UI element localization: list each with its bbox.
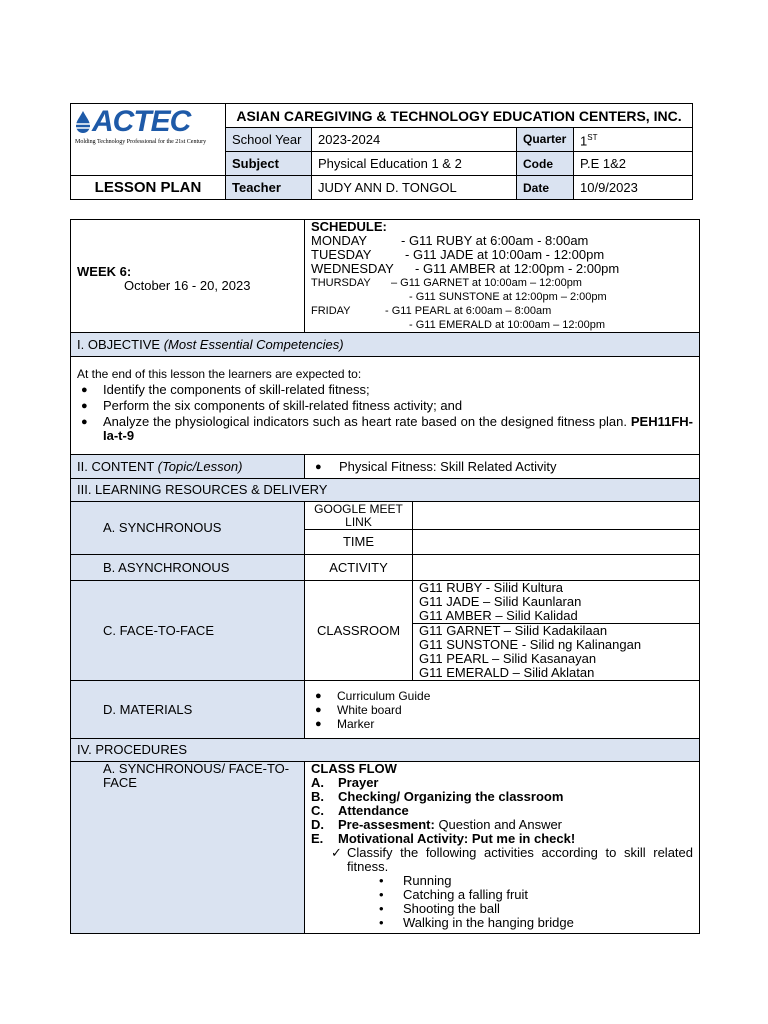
asynchronous-label: B. ASYNCHRONOUS — [71, 555, 305, 581]
activity-item: • Catching a falling fruit — [379, 888, 693, 902]
objective-list — [77, 383, 693, 443]
schedule-line: FRIDAY - G11 PEARL at 6:00am – 8:00am — [311, 305, 552, 317]
class-flow-step: E. Motivational Activity: Put me in check! — [311, 831, 576, 846]
schedule-line: - G11 EMERALD at 10:00am – 12:00pm — [409, 319, 606, 331]
time-label: TIME — [305, 530, 413, 555]
week-dates: October 16 - 20, 2023 — [124, 278, 251, 293]
activity-label: ACTIVITY — [305, 555, 413, 581]
schedule-line: MONDAY - G11 RUBY at 6:00am - 8:00am — [311, 233, 589, 248]
objective-heading: I. OBJECTIVE (Most Essential Competencies) — [71, 333, 700, 357]
classroom-item: G11 AMBER – Silid Kalidad — [419, 608, 578, 623]
activity-item: • Running — [379, 874, 693, 888]
subject-label: Subject — [226, 152, 312, 176]
content-heading: II. CONTENT (Topic/Lesson) — [71, 455, 305, 479]
classroom-group-b — [413, 624, 699, 680]
quarter-value: 1ST — [574, 128, 693, 152]
class-flow-cell — [305, 762, 700, 934]
org-name: ASIAN CAREGIVING & TECHNOLOGY EDUCATION CENTERS, INC. — [226, 104, 693, 128]
content-topic-cell — [305, 455, 700, 479]
class-flow-step: C. Attendance — [311, 803, 409, 818]
materials-list — [311, 689, 693, 731]
materials-label: D. MATERIALS — [71, 681, 305, 739]
schedule-line: TUESDAY - G11 JADE at 10:00am - 12:00pm — [311, 247, 605, 262]
classroom-group-a — [413, 581, 699, 624]
lesson-plan-table — [70, 219, 700, 934]
objective-item: ● Identify the components of skill-related fitness; — [77, 383, 693, 397]
classroom-item: G11 EMERALD – Silid Aklatan — [419, 665, 595, 680]
code-label: Code — [517, 152, 574, 176]
classroom-item: G11 GARNET – Silid Kadakilaan — [419, 623, 608, 638]
water-drop-icon — [75, 110, 91, 134]
header-table — [70, 103, 693, 200]
actec-logo — [75, 106, 221, 138]
procedures-heading: IV. PROCEDURES — [71, 739, 700, 762]
schedule-cell — [305, 220, 700, 333]
classroom-item: G11 RUBY - Silid Kultura — [419, 580, 564, 595]
classroom-list-cell — [413, 581, 700, 681]
class-flow-step: D. Pre-assesment: Question and Answer — [311, 817, 563, 832]
school-year-label: School Year — [226, 128, 312, 152]
class-flow-title: CLASS FLOW — [311, 761, 397, 776]
materials-cell — [305, 681, 700, 739]
content-topic: ● Physical Fitness: Skill Related Activity — [311, 460, 693, 474]
classroom-item: G11 JADE – Silid Kaunlaran — [419, 594, 582, 609]
procedures-left-label: A. SYNCHRONOUS/ FACE-TO-FACE — [71, 762, 305, 934]
date-value: 10/9/2023 — [574, 176, 693, 200]
school-year-value: 2023-2024 — [312, 128, 517, 152]
resources-heading: III. LEARNING RESOURCES & DELIVERY — [71, 479, 700, 502]
objective-item: ● Analyze the physiological indicators such as heart rate based on the designed fitness plan. PEH11FH-Ia-t-9 — [77, 415, 693, 443]
face-to-face-label: C. FACE-TO-FACE — [71, 581, 305, 681]
objective-item: ● Perform the six components of skill-related fitness activity; and — [77, 399, 693, 413]
check-item: ✓ Classify the following activities according to skill related fitness. — [331, 845, 693, 874]
schedule-line: WEDNESDAY - G11 AMBER at 12:00pm - 2:00pm — [311, 261, 620, 276]
content-list — [311, 460, 693, 474]
activity-item: • Walking in the hanging bridge — [379, 916, 693, 930]
google-meet-value — [413, 502, 700, 530]
material-item: ● Marker — [311, 717, 693, 731]
code-value: P.E 1&2 — [574, 152, 693, 176]
class-flow-step: B. Checking/ Organizing the classroom — [311, 789, 564, 804]
objective-body — [71, 357, 700, 455]
doc-title: LESSON PLAN — [71, 176, 226, 200]
synchronous-label: A. SYNCHRONOUS — [71, 502, 305, 555]
checkmark-icon: ✓ — [331, 845, 342, 860]
time-value — [413, 530, 700, 555]
classroom-label: CLASSROOM — [305, 581, 413, 681]
quarter-label: Quarter — [517, 128, 574, 152]
class-flow-step: A. Prayer — [311, 775, 379, 790]
competency-code: PEH11FH-Ia-t-9 — [103, 414, 693, 443]
activity-item: • Shooting the ball — [379, 902, 693, 916]
logo-text: ACTEC — [92, 105, 191, 138]
teacher-label: Teacher — [226, 176, 312, 200]
schedule-title: SCHEDULE: — [311, 219, 387, 234]
teacher-value: JUDY ANN D. TONGOL — [312, 176, 517, 200]
classroom-item: G11 SUNSTONE - Silid ng Kalinangan — [419, 637, 642, 652]
google-meet-label: GOOGLE MEET LINK — [305, 502, 413, 530]
classroom-item: G11 PEARL – Silid Kasanayan — [419, 651, 597, 666]
schedule-line: THURSDAY – G11 GARNET at 10:00am – 12:00pm — [311, 277, 582, 289]
material-item: ● Curriculum Guide — [311, 689, 693, 703]
logo-block — [71, 104, 226, 176]
objective-intro: At the end of this lesson the learners are expected to: — [77, 367, 362, 381]
week-cell — [71, 220, 305, 333]
material-item: ● White board — [311, 703, 693, 717]
week-label: WEEK 6: — [77, 264, 132, 279]
activity-list — [311, 874, 693, 930]
schedule-line: - G11 SUNSTONE at 12:00pm – 2:00pm — [409, 291, 607, 303]
subject-value: Physical Education 1 & 2 — [312, 152, 517, 176]
activity-value — [413, 555, 700, 581]
date-label: Date — [517, 176, 574, 200]
logo-tagline: Molding Technology Professional for the 21st Century — [75, 139, 207, 145]
